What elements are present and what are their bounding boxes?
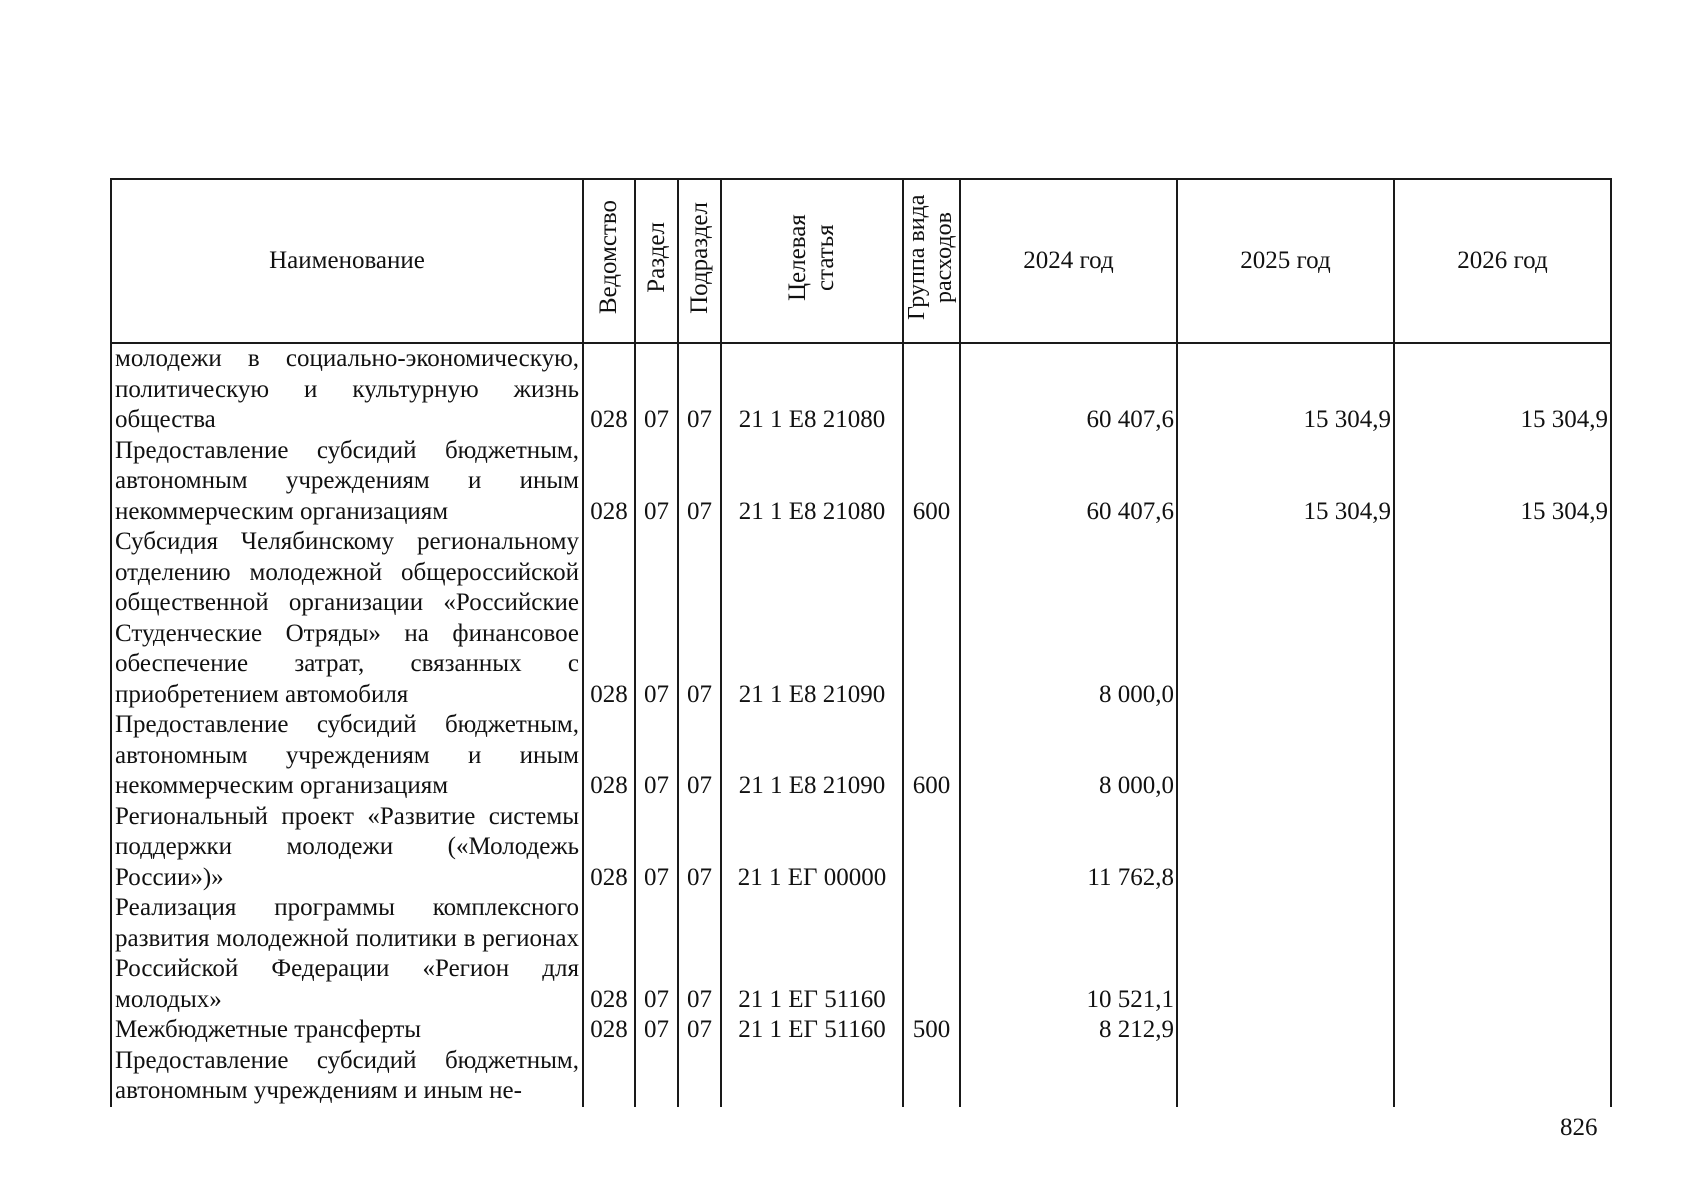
row-vedomstvo: 028: [583, 710, 635, 802]
row-celevaya: 21 1 E8 21090: [721, 710, 903, 802]
row-2026: [1394, 1015, 1611, 1046]
row-gruppa: [903, 527, 960, 710]
row-2025: [1177, 527, 1394, 710]
budget-table: [110, 178, 1612, 1107]
row-razdel: 07: [635, 802, 678, 894]
row-2026: 15 304,9: [1394, 343, 1611, 436]
table-row: [111, 1015, 1611, 1046]
row-celevaya: 21 1 ЕГ 00000: [721, 802, 903, 894]
row-2026: [1394, 710, 1611, 802]
header-2026: 2026 год: [1394, 179, 1611, 343]
row-2024: 11 762,8: [960, 802, 1177, 894]
row-2024: [960, 1046, 1177, 1107]
row-2026: 15 304,9: [1394, 436, 1611, 528]
row-name: Предоставление субсидий бюджетным, автономным учреждениям и иным некоммерческим организациям: [111, 710, 583, 802]
row-podrazdel: 07: [678, 1015, 721, 1046]
row-2026: [1394, 802, 1611, 894]
row-2025: [1177, 1046, 1394, 1107]
row-vedomstvo: 028: [583, 436, 635, 528]
row-razdel: 07: [635, 710, 678, 802]
row-gruppa: 600: [903, 436, 960, 528]
table-row: [111, 343, 1611, 436]
row-podrazdel: [678, 1046, 721, 1107]
row-2025: [1177, 893, 1394, 1015]
row-vedomstvo: 028: [583, 893, 635, 1015]
header-vedomstvo: Ведомство: [583, 179, 635, 343]
row-2026: [1394, 527, 1611, 710]
row-razdel: 07: [635, 527, 678, 710]
row-gruppa: 600: [903, 710, 960, 802]
row-gruppa: [903, 343, 960, 436]
row-name: Реализация программы комплексного развития молодежной политики в регионах Российской Федерации «Регион для молодых»: [111, 893, 583, 1015]
row-vedomstvo: [583, 1046, 635, 1107]
row-name: Субсидия Челябинскому региональному отделению молодежной общероссийской общественной организации «Российские Студенческие Отряды» на финансовое обеспечение затрат, связанных с приобретением автомобиля: [111, 527, 583, 710]
row-2025: [1177, 710, 1394, 802]
row-gruppa: [903, 1046, 960, 1107]
row-2024: 8 000,0: [960, 710, 1177, 802]
row-podrazdel: 07: [678, 343, 721, 436]
row-2024: 10 521,1: [960, 893, 1177, 1015]
row-razdel: 07: [635, 893, 678, 1015]
row-razdel: 07: [635, 343, 678, 436]
page-number: 826: [1560, 1114, 1598, 1141]
header-gruppa: Группа вида расходов: [903, 179, 960, 343]
header-razdel: Раздел: [635, 179, 678, 343]
table-header-row: [111, 179, 1611, 343]
row-podrazdel: 07: [678, 436, 721, 528]
table-row: [111, 893, 1611, 1015]
row-2024: 8 000,0: [960, 527, 1177, 710]
row-podrazdel: 07: [678, 802, 721, 894]
row-vedomstvo: 028: [583, 1015, 635, 1046]
header-2025: 2025 год: [1177, 179, 1394, 343]
row-gruppa: [903, 802, 960, 894]
row-name: Предоставление субсидий бюджетным, автономным учреждениям и иным некоммерческим организациям: [111, 436, 583, 528]
row-celevaya: 21 1 ЕГ 51160: [721, 893, 903, 1015]
table-row: [111, 436, 1611, 528]
table-row: [111, 710, 1611, 802]
row-podrazdel: 07: [678, 893, 721, 1015]
row-celevaya: [721, 1046, 903, 1107]
table-row: [111, 802, 1611, 894]
row-2026: [1394, 893, 1611, 1015]
row-2024: 60 407,6: [960, 343, 1177, 436]
row-2026: [1394, 1046, 1611, 1107]
row-2025: 15 304,9: [1177, 343, 1394, 436]
row-vedomstvo: 028: [583, 802, 635, 894]
row-celevaya: 21 1 E8 21090: [721, 527, 903, 710]
row-gruppa: 500: [903, 1015, 960, 1046]
row-celevaya: 21 1 E8 21080: [721, 436, 903, 528]
header-celevaya: Целевая статья: [721, 179, 903, 343]
row-gruppa: [903, 893, 960, 1015]
row-name: Региональный проект «Развитие системы поддержки молодежи («Молодежь России»)»: [111, 802, 583, 894]
row-name: Предоставление субсидий бюджетным, автономным учреждениям и иным не-: [111, 1046, 583, 1107]
row-celevaya: 21 1 ЕГ 51160: [721, 1015, 903, 1046]
row-name: молодежи в социально-экономическую, политическую и культурную жизнь общества: [111, 343, 583, 436]
header-name: Наименование: [111, 179, 583, 343]
row-2024: 8 212,9: [960, 1015, 1177, 1046]
row-2025: [1177, 1015, 1394, 1046]
row-podrazdel: 07: [678, 710, 721, 802]
table-row: [111, 1046, 1611, 1107]
row-razdel: [635, 1046, 678, 1107]
row-2024: 60 407,6: [960, 436, 1177, 528]
table-row: [111, 527, 1611, 710]
header-podrazdel: Подраздел: [678, 179, 721, 343]
row-vedomstvo: 028: [583, 343, 635, 436]
header-2024: 2024 год: [960, 179, 1177, 343]
row-razdel: 07: [635, 1015, 678, 1046]
row-celevaya: 21 1 E8 21080: [721, 343, 903, 436]
row-name: Межбюджетные трансферты: [111, 1015, 583, 1046]
row-2025: [1177, 802, 1394, 894]
row-vedomstvo: 028: [583, 527, 635, 710]
row-razdel: 07: [635, 436, 678, 528]
row-podrazdel: 07: [678, 527, 721, 710]
row-2025: 15 304,9: [1177, 436, 1394, 528]
